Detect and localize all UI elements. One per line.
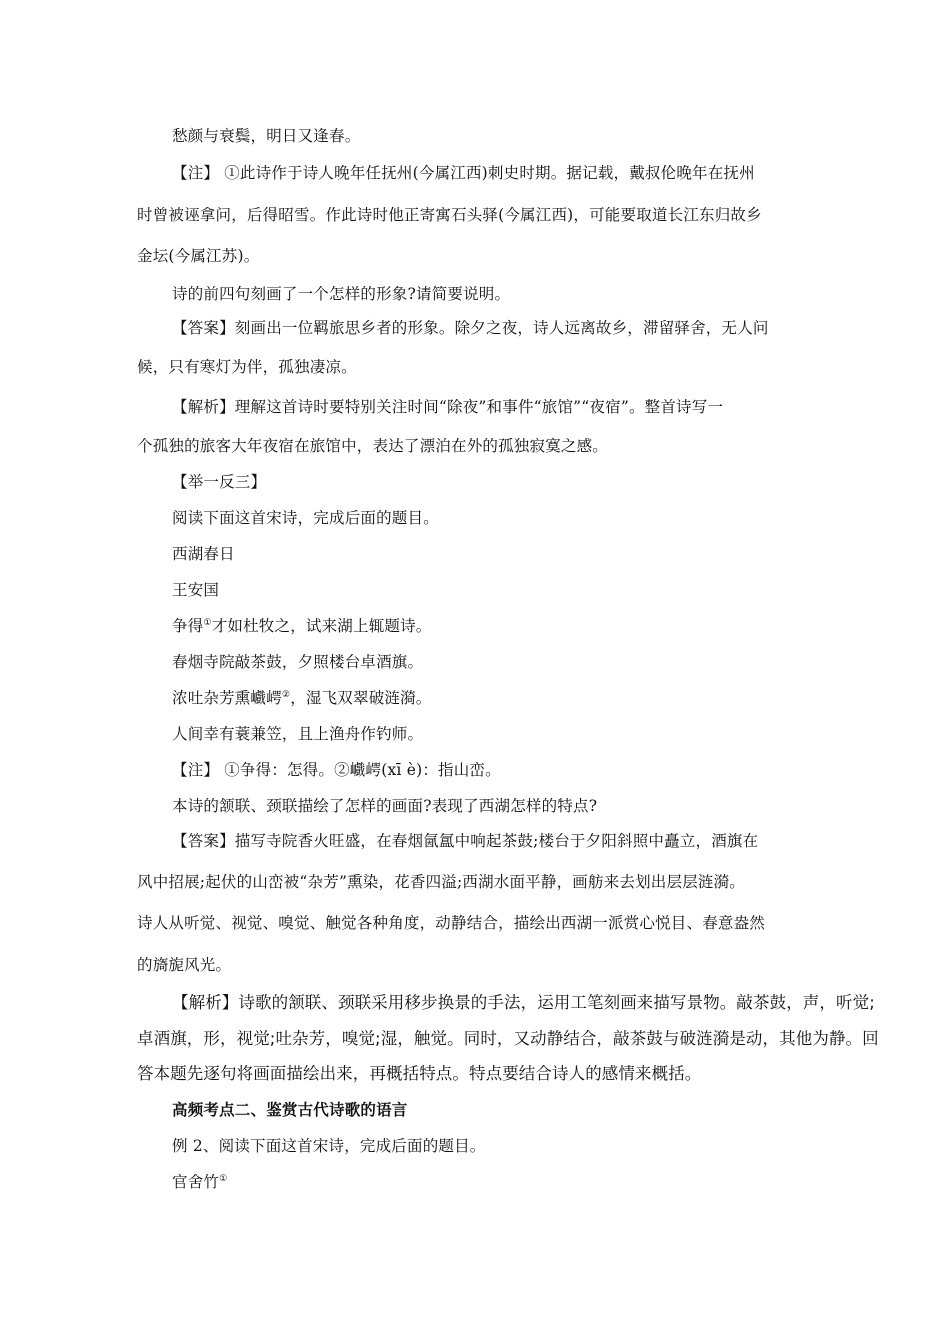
answer-2-line-4: 的旖旎风光。 <box>137 956 232 974</box>
question-2: 本诗的颔联、颈联描绘了怎样的画面?表现了西湖怎样的特点? <box>172 797 598 815</box>
poem-notes: 【注】 ①争得：怎得。②巇崿(xī è)：指山峦。 <box>172 761 501 779</box>
analysis-2-line-2: 卓酒旗，形，视觉;吐杂芳，嗅觉;湿，触觉。同时，又动静结合，敲茶鼓与破涟漪是动，其他为静。回 <box>137 1029 879 1048</box>
analysis-1-line-2: 个孤独的旅客大年夜宿在旅馆中，表达了漂泊在外的孤独寂寞之感。 <box>137 437 609 455</box>
poem-line-3 <box>172 688 432 708</box>
poem-line-1-part-a: 争得 <box>172 617 204 635</box>
poem-line-4: 人间幸有蓑兼笠，且上渔舟作钓师。 <box>172 725 424 743</box>
poem-line-1 <box>172 616 432 636</box>
note-paragraph-line-1: 【注】 ①此诗作于诗人晚年任抚州(今属江西)刺史时期。据记载，戴叔伦晚年在抚州 <box>172 164 755 182</box>
section-heading-frequent-topic-2: 高频考点二、鉴赏古代诗歌的语言 <box>172 1100 408 1119</box>
note-paragraph-line-2: 时曾被诬拿问，后得昭雪。作此诗时他正寄寓石头驿(今属江西)，可能要取道长江东归故乡 <box>137 206 762 224</box>
footnote-marker: ① <box>203 617 212 628</box>
analysis-1-line-1: 【解析】理解这首诗时要特别关注时间“除夜”和事件“旅馆”“夜宿”。整首诗写一 <box>172 398 724 416</box>
poem-line-2: 春烟寺院敲茶鼓，夕照楼台卓酒旗。 <box>172 653 424 671</box>
analysis-2-line-3: 答本题先逐句将画面描绘出来，再概括特点。特点要结合诗人的感情来概括。 <box>137 1064 702 1083</box>
poem-author: 王安国 <box>172 581 220 599</box>
answer-1-line-2: 候，只有寒灯为伴，孤独凄凉。 <box>137 358 357 376</box>
answer-2-line-2: 风中招展;起伏的山峦被“杂芳”熏染，花香四溢;西湖水面平静，画舫来去划出层层涟漪。 <box>137 873 745 891</box>
answer-2-line-1: 【答案】描写寺院香火旺盛，在春烟氤氲中响起茶鼓;楼台于夕阳斜照中矗立，酒旗在 <box>172 832 759 850</box>
example-2-instruction: 例 2、阅读下面这首宋诗，完成后面的题目。 <box>172 1137 486 1155</box>
question-1: 诗的前四句刻画了一个怎样的形象?请简要说明。 <box>172 285 511 303</box>
instruction-line: 阅读下面这首宋诗，完成后面的题目。 <box>172 509 439 527</box>
note-paragraph-line-3: 金坛(今属江苏)。 <box>137 247 260 265</box>
poem-title: 西湖春日 <box>172 545 235 563</box>
poem-line-1-part-b: 才如杜牧之，试来湖上辄题诗。 <box>211 617 432 635</box>
answer-1-line-1: 【答案】刻画出一位羁旅思乡者的形象。除夕之夜，诗人远离故乡，滞留驿舍，无人问 <box>172 319 769 337</box>
footnote-marker: ② <box>281 689 291 700</box>
poem-line-3-part-a: 浓吐杂芳熏巇崿 <box>172 689 282 707</box>
section-heading-practice: 【举一反三】 <box>172 473 267 491</box>
poem-line-3-part-b: ，湿飞双翠破涟漪。 <box>290 689 432 707</box>
answer-2-line-3: 诗人从听觉、视觉、嗅觉、触觉各种角度，动静结合，描绘出西湖一派赏心悦目、春意盎然 <box>137 914 766 932</box>
example-poem-title <box>172 1172 227 1192</box>
analysis-2-line-1: 【解析】诗歌的颔联、颈联采用移步换景的手法，运用工笔刻画来描写景物。敲茶鼓，声，听觉; <box>172 993 875 1012</box>
example-poem-title-text: 官舍竹 <box>172 1173 220 1191</box>
footnote-marker: ① <box>219 1173 228 1184</box>
poem-last-line: 愁颜与衰鬓，明日又逢春。 <box>172 127 361 145</box>
